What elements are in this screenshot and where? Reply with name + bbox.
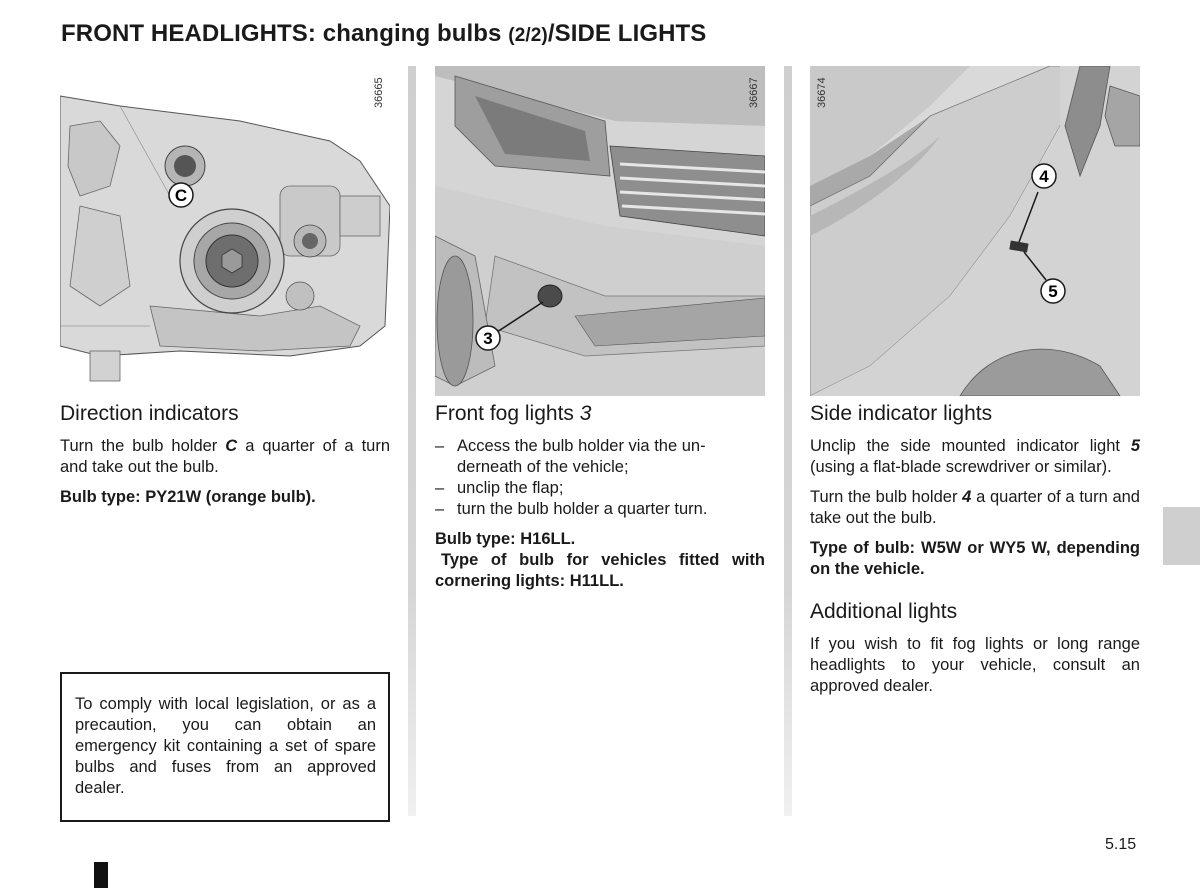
fog-light-cornering-bulb-type: Type of bulb for vehicles fitted with cornering lights: H11LL. bbox=[435, 551, 765, 590]
side-indicator-turn-b: a quarter of a turn and take out the bulb. bbox=[810, 488, 1140, 527]
fog-light-ref: 3 bbox=[579, 402, 592, 425]
direction-indicators-section bbox=[60, 400, 390, 517]
fog-light-illustration bbox=[435, 66, 765, 396]
side-indicator-heading: Side indicator lights bbox=[810, 402, 993, 425]
side-indicator-text-b: (using a flat-blade screwdriver or similar). bbox=[810, 458, 1112, 476]
title-main: FRONT HEADLIGHTS: changing bulbs bbox=[61, 20, 509, 47]
callout-3-label: 3 bbox=[483, 329, 493, 348]
side-indicator-turn-a: Turn the bulb holder bbox=[810, 488, 963, 506]
chapter-tab bbox=[1163, 507, 1200, 565]
direction-indicators-text-b: a quarter of a turn and take out the bulb. bbox=[60, 437, 391, 476]
title-part-indicator: (2/2) bbox=[508, 25, 548, 46]
emergency-kit-note-text: To comply with local legislation, or as a precaution, you can obtain an emergency kit containing a set of spare bulbs and fuses from an approved dealer. bbox=[75, 695, 376, 797]
side-indicator-bulb-type: Type of bulb: W5W or WY5 W, depending on the vehicle. bbox=[810, 539, 1140, 578]
indicator-light-5-ref: 5 bbox=[1130, 437, 1140, 455]
column-separator-1 bbox=[408, 66, 416, 816]
front-fog-lights-section bbox=[435, 400, 765, 601]
headlight-illustration bbox=[60, 66, 390, 396]
list-item: – unclip the flap; bbox=[435, 478, 765, 499]
list-item: – Access the bulb holder via the underneath of the vehicle; bbox=[435, 436, 765, 478]
direction-indicators-instructions bbox=[60, 436, 390, 478]
figure-ref-36674: 36674 bbox=[816, 77, 828, 108]
callout-5-label: 5 bbox=[1048, 282, 1058, 301]
fog-light-bulb-type: Bulb type: H16LL. bbox=[435, 530, 576, 548]
figure-ref-36665: 36665 bbox=[373, 77, 385, 108]
direction-indicators-bulb-type: Bulb type: PY21W (orange bulb). bbox=[60, 488, 316, 506]
additional-lights-heading: Additional lights bbox=[810, 600, 958, 623]
fog-light-steps bbox=[435, 436, 765, 520]
side-indicator-drawing bbox=[810, 66, 1140, 396]
side-indicator-illustration bbox=[810, 66, 1140, 396]
emergency-kit-note bbox=[60, 672, 390, 822]
side-indicator-turn-text bbox=[810, 487, 1140, 529]
side-indicator-text-a: Unclip the side mounted indicator light bbox=[810, 437, 1131, 455]
bulb-holder-c-ref: C bbox=[225, 437, 238, 455]
front-fog-lights-heading bbox=[435, 400, 765, 428]
side-indicator-section bbox=[810, 400, 1140, 706]
callout-c-label: C bbox=[174, 186, 188, 205]
figure-ref-36667: 36667 bbox=[748, 77, 760, 108]
direction-indicators-heading: Direction indicators bbox=[60, 402, 239, 425]
page-number: 5.15 bbox=[1105, 836, 1137, 853]
side-indicator-unclip-text bbox=[810, 436, 1140, 478]
additional-lights-text: If you wish to fit fog lights or long range headlights to your vehicle, consult an approved dealer. bbox=[810, 635, 1140, 695]
page-title bbox=[61, 20, 706, 48]
title-tail: /SIDE LIGHTS bbox=[547, 20, 707, 47]
binder-mark bbox=[94, 862, 108, 888]
headlight-drawing bbox=[60, 66, 390, 396]
list-item: – turn the bulb holder a quarter turn. bbox=[435, 499, 765, 520]
direction-indicators-text-a: Turn the bulb holder bbox=[60, 437, 226, 455]
fog-light-drawing bbox=[435, 66, 765, 396]
column-separator-2 bbox=[784, 66, 792, 816]
front-fog-lights-heading-text: Front fog lights bbox=[435, 402, 580, 425]
callout-4-label: 4 bbox=[1039, 167, 1049, 186]
bulb-holder-4-ref: 4 bbox=[962, 488, 972, 506]
